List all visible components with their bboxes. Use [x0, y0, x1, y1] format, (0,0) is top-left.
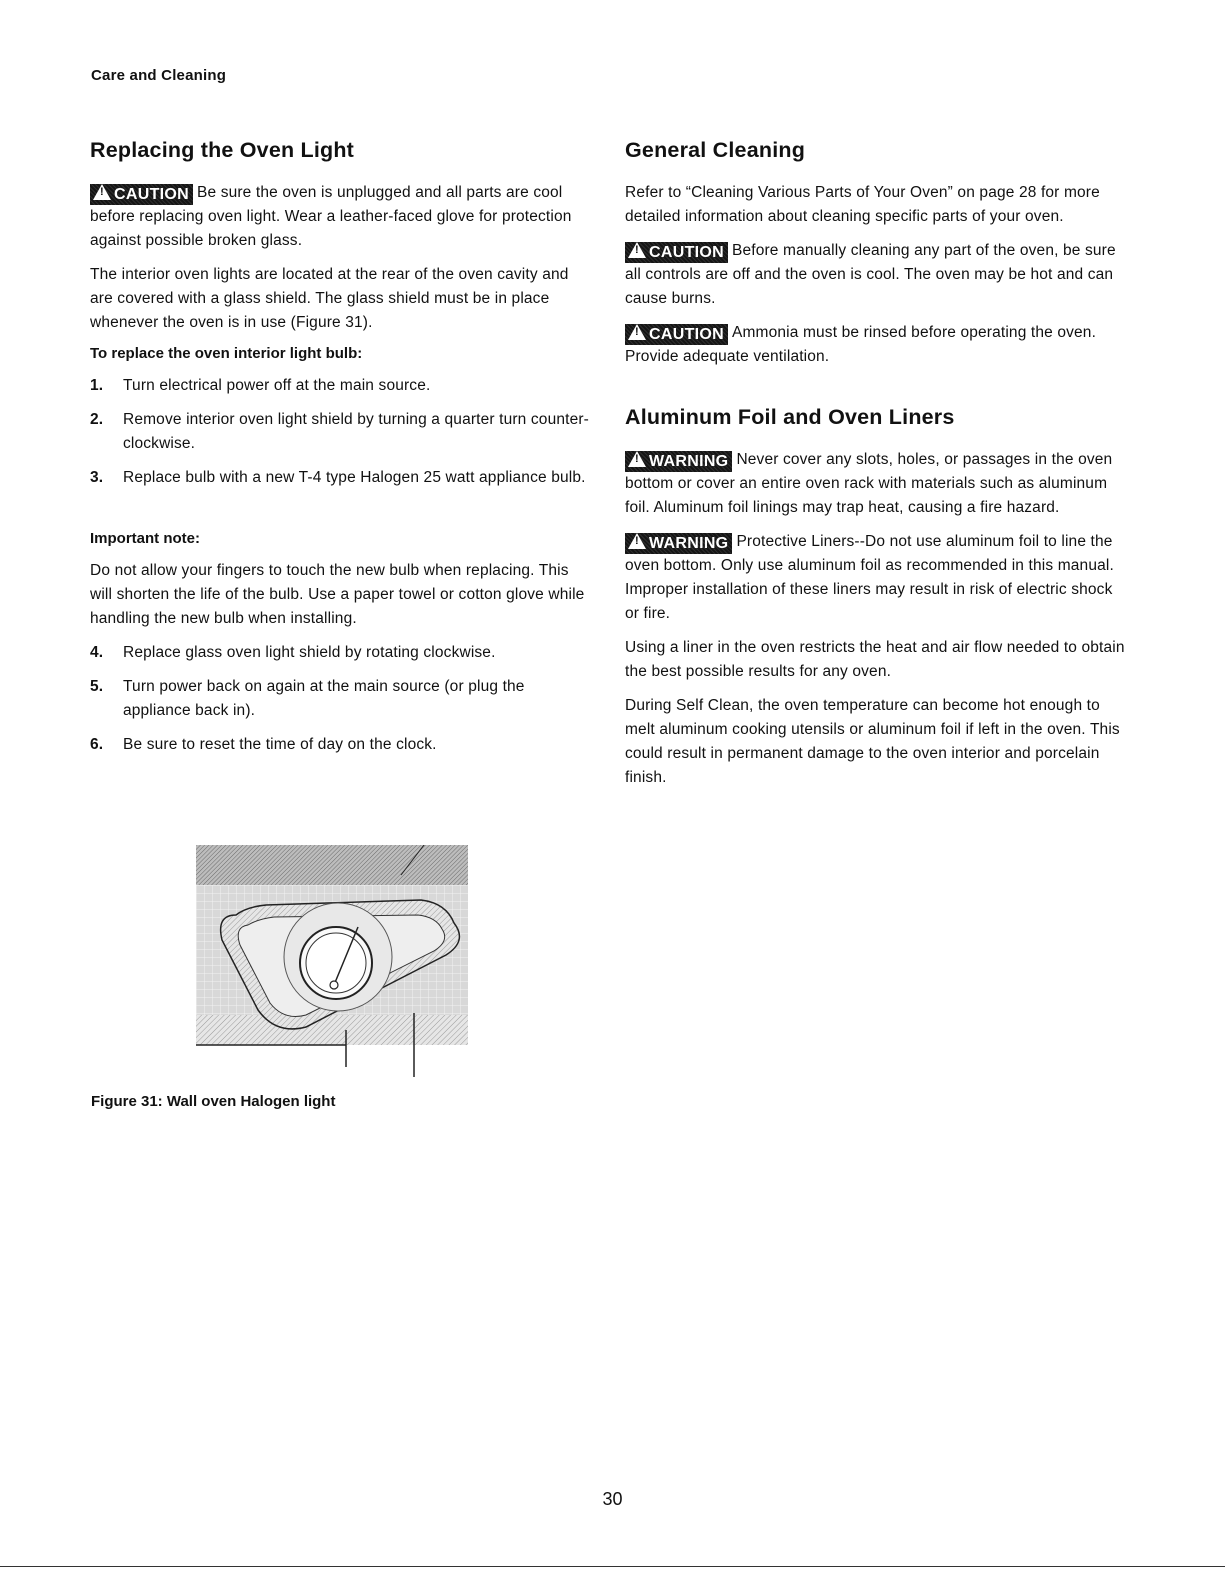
page-number: 30 — [602, 1489, 623, 1509]
warning-triangle-icon — [628, 324, 646, 340]
caution-badge: !CAUTION — [625, 242, 728, 263]
list-item: 2. Remove interior oven light shield by turning a quarter turn counter-clockwise. — [90, 411, 589, 452]
list-item: 3. Replace bulb with a new T-4 type Halogen 25 watt appliance bulb. — [90, 469, 586, 486]
warning-triangle-icon — [93, 184, 111, 200]
warning-paragraph — [625, 530, 1125, 626]
warning-text: Never cover any slots, holes, or passages in the oven bottom or cover an entire oven rack with materials such as aluminum foil. Aluminum foil linings may trap heat, causing a fire hazard. — [625, 451, 1113, 516]
right-column — [625, 138, 1125, 800]
steps-list-continued — [90, 641, 590, 757]
oven-light-figure — [196, 845, 468, 1077]
steps-list — [90, 374, 590, 490]
caution-badge: !CAUTION — [625, 324, 728, 345]
caution-text: Be sure the oven is unplugged and all parts are cool before replacing oven light. Wear a leather-faced glove for protection against possible broken glass. — [90, 184, 572, 249]
steps-heading: To replace the oven interior light bulb: — [90, 345, 363, 362]
section-header: Care and Cleaning — [91, 67, 227, 84]
warning-paragraph — [625, 448, 1125, 520]
figure-caption: Figure 31: Wall oven Halogen light — [91, 1093, 336, 1110]
caution-paragraph — [90, 181, 590, 253]
liner-paragraph: Using a liner in the oven restricts the heat and air flow needed to obtain the best possible results for any oven. — [625, 639, 1125, 680]
left-column — [90, 138, 590, 767]
heading-aluminum-foil: Aluminum Foil and Oven Liners — [625, 405, 955, 429]
heading-general-cleaning: General Cleaning — [625, 138, 806, 162]
halogen-light-illustration — [196, 845, 468, 1077]
warning-triangle-icon — [628, 242, 646, 258]
self-clean-paragraph: During Self Clean, the oven temperature can become hot enough to melt aluminum cooking utensils or aluminum foil if left in the oven. This could result in permanent damage to the oven interior and porcelain finish. — [625, 697, 1120, 786]
heading-replacing-oven-light: Replacing the Oven Light — [90, 138, 355, 162]
list-item: 6. Be sure to reset the time of day on the clock. — [90, 736, 437, 753]
warning-badge: !WARNING — [625, 451, 732, 472]
list-item: 4. Replace glass oven light shield by rotating clockwise. — [90, 644, 496, 661]
bottom-rule — [0, 1566, 1225, 1567]
warning-text: Protective Liners--Do not use aluminum foil to line the oven bottom. Only use aluminum foil as recommended in this manual. Improper installation of these liners may result in risk of electric shock or fire. — [625, 533, 1114, 622]
intro-paragraph: The interior oven lights are located at the rear of the oven cavity and are covered with a glass shield. The glass shield must be in place whenever the oven is in use (Figure 31). — [90, 266, 569, 331]
warning-triangle-icon — [628, 533, 646, 549]
caution-paragraph — [625, 239, 1125, 311]
note-heading: Important note: — [90, 530, 200, 547]
caution-text: Before manually cleaning any part of the oven, be sure all controls are off and the oven is cool. The oven may be hot and can cause burns. — [625, 242, 1116, 307]
warning-triangle-icon — [628, 451, 646, 467]
caution-paragraph — [625, 321, 1125, 369]
general-cleaning-paragraph: Refer to “Cleaning Various Parts of Your Oven” on page 28 for more detailed information about cleaning specific parts of your oven. — [625, 184, 1100, 225]
caution-badge: !CAUTION — [90, 184, 193, 205]
note-paragraph: Do not allow your fingers to touch the new bulb when replacing. This will shorten the life of the bulb. Use a paper towel or cotton glove while handling the new bulb when installing. — [90, 562, 585, 627]
list-item: 5. Turn power back on again at the main source (or plug the appliance back in). — [90, 678, 525, 719]
list-item: 1. Turn electrical power off at the main source. — [90, 377, 431, 394]
caution-text: Ammonia must be rinsed before operating the oven. Provide adequate ventilation. — [625, 324, 1097, 365]
warning-badge: !WARNING — [625, 533, 732, 554]
